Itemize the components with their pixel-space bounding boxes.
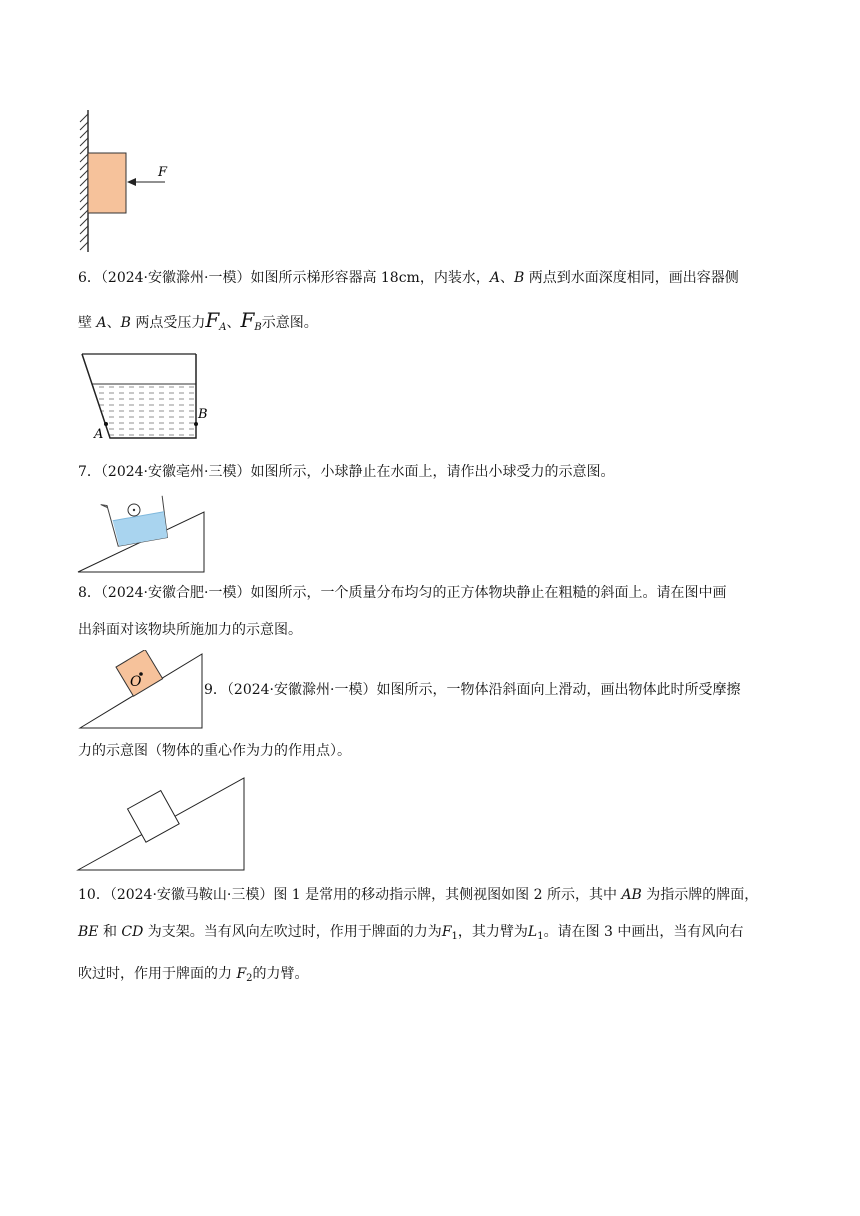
q10-l1-main: L [527, 924, 538, 940]
q6-force-a-main: F [205, 308, 220, 332]
q8-text-2: 出斜面对该物块所施加力的示意图。 [78, 622, 302, 638]
label-b: B [198, 407, 208, 422]
q9-text-2: 力的示意图（物体的重心作为力的作用点）。 [78, 743, 351, 759]
q6-point-b: B [513, 270, 525, 286]
q6-text-2b: 两点受压力 [130, 315, 206, 331]
q7-line1 [78, 465, 614, 479]
q10-text-2c: ，其力臂为 [457, 924, 528, 940]
q10-text-3a: 吹过时，作用于牌面的力 [78, 966, 237, 982]
q10-line1 [78, 888, 758, 902]
q6-source: （2024·安徽滁州·一模） [100, 270, 251, 286]
q10-text-3b: 的力臂。 [252, 966, 309, 982]
q9-line1 [204, 683, 740, 697]
q10-line3 [78, 967, 309, 986]
q9-text-1: 如图所示，一物体沿斜面向上滑动，画出物体此时所受摩擦 [376, 682, 741, 698]
q9-source: （2024·安徽滁州·一模） [226, 682, 377, 698]
label-a: A [94, 427, 104, 442]
q6-text-1a: 如图所示梯形容器高 18cm，内装水， [250, 270, 490, 286]
wall-block-figure [70, 106, 180, 254]
q10-text-2d: 。请在图 3 中画出，当有风向右 [543, 924, 744, 940]
q10-line2 [78, 925, 743, 944]
q6-force-a [205, 308, 226, 332]
q10-be: BE [78, 924, 99, 940]
beaker-incline-figure [76, 490, 212, 576]
q6-number: 6． [78, 270, 101, 286]
q8-source: （2024·安徽合肥·一模） [100, 585, 251, 601]
q6-sep2: 、 [226, 315, 241, 331]
q6-sep1: 、 [499, 270, 514, 286]
q8-number: 8． [78, 585, 101, 601]
q6-force-a-sub: A [219, 322, 227, 333]
q6-point-b-2: B [120, 315, 131, 331]
q10-ab: AB [621, 887, 642, 903]
q6-text-2c: 示意图。 [261, 315, 318, 331]
q8-text-1: 如图所示，一个质量分布均匀的正方体物块静止在粗糙的斜面上。请在图中画 [250, 585, 727, 601]
point-a-dot [104, 422, 108, 426]
q10-f2-main: F [236, 966, 247, 982]
q6-text-1b: 两点到水面深度相同，画出容器侧 [524, 270, 739, 286]
q10-f1-main: F [441, 924, 452, 940]
q8-line1 [78, 586, 726, 600]
q9-number: 9． [204, 682, 227, 698]
q6-force-b [240, 308, 261, 332]
q10-l1-sub: 1 [537, 931, 544, 942]
wall-hatching [80, 110, 88, 252]
ball-center [133, 509, 135, 511]
q6-line1 [78, 271, 739, 285]
q10-text-1a: 图 1 是常用的移动指示牌，其侧视图如图 2 所示，其中 [273, 887, 622, 903]
q10-text-2b: 为支架。当有风向左吹过时，作用于牌面的力为 [143, 924, 442, 940]
force-label: F [158, 165, 168, 180]
q9-line2 [78, 744, 351, 758]
q6-point-a: A [489, 270, 500, 286]
q10-source: （2024·安徽马鞍山·三模） [109, 887, 274, 903]
q7-text: 如图所示，小球静止在水面上，请作出小球受力的示意图。 [250, 464, 615, 480]
q8-line2 [78, 623, 302, 637]
q10-cd: CD [121, 924, 144, 940]
q6-force-b-main: F [240, 308, 255, 332]
q10-text-1b: 为指示牌的牌面， [641, 887, 759, 903]
q10-text-2a: 和 [98, 924, 122, 940]
q6-point-a-2: A [96, 315, 107, 331]
block-incline-figure [78, 650, 206, 732]
q6-sep1-2: 、 [106, 315, 121, 331]
point-b-dot [194, 422, 198, 426]
q6-line2 [78, 309, 318, 339]
q6-force-b-sub: B [254, 322, 262, 333]
block [88, 153, 126, 213]
box-incline-figure [76, 774, 248, 874]
q10-number: 10． [78, 887, 110, 903]
q10-f2-sub: 2 [246, 973, 253, 984]
q7-number: 7． [78, 464, 101, 480]
q7-source: （2024·安徽亳州·三模） [100, 464, 251, 480]
label-o: O [130, 674, 142, 690]
q10-f1-sub: 1 [451, 931, 458, 942]
force-arrowhead [127, 178, 136, 186]
trapezoid-container-figure [78, 348, 218, 444]
q6-text-2a: 壁 [78, 315, 97, 331]
